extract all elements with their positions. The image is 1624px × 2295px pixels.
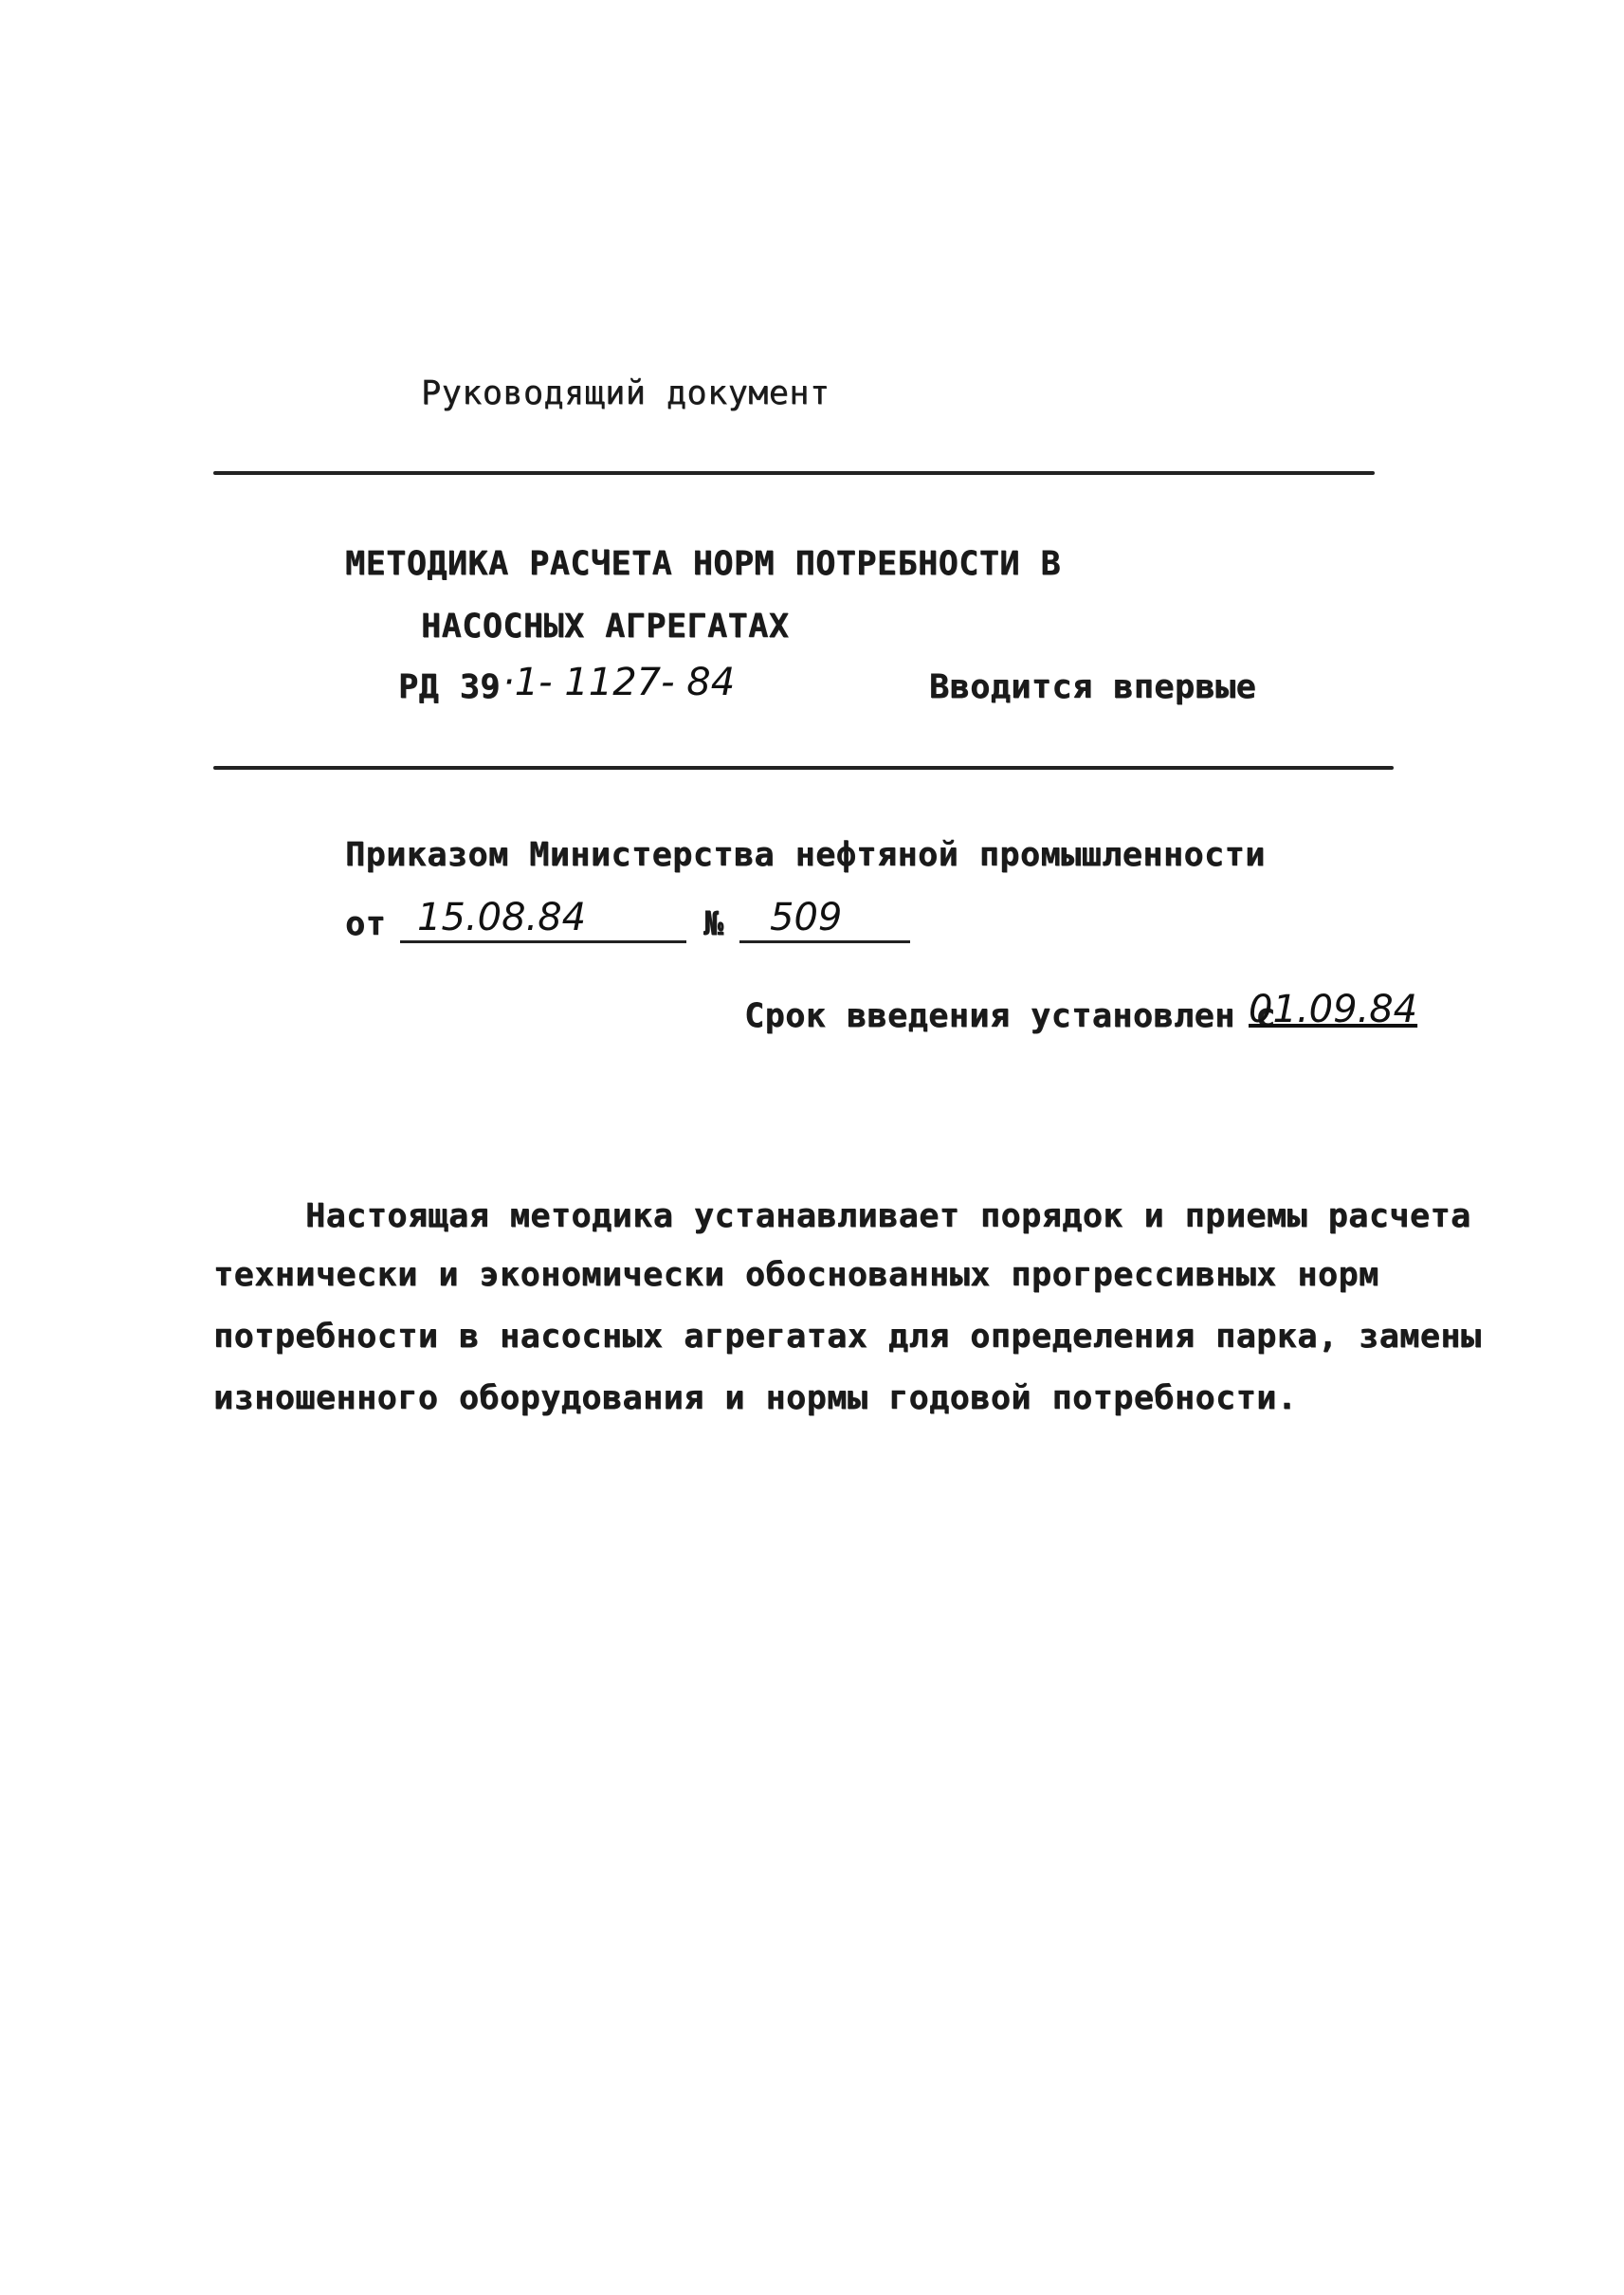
intro-paragraph-line4: изношенного оборудования и нормы годовой потребности. xyxy=(213,1379,1298,1417)
intro-paragraph-line2: технически и экономически обоснованных прогрессивных норм xyxy=(213,1256,1379,1294)
document-type-label: Руководящий документ xyxy=(421,374,830,412)
effective-date-handwritten: 01.09.84 xyxy=(1249,988,1418,1031)
document-code-prefix: РД 39 xyxy=(398,668,501,706)
order-date-handwritten: 15.08.84 xyxy=(417,896,587,939)
order-number-label: № xyxy=(703,905,724,943)
effective-date-label: Срок введения установлен с xyxy=(744,997,1276,1035)
middle-divider xyxy=(213,766,1394,770)
top-divider xyxy=(213,471,1375,475)
intro-paragraph-line3: потребности в насосных агрегатах для определения парка, замены xyxy=(213,1318,1482,1356)
order-number-underline xyxy=(739,940,910,943)
order-date-underline xyxy=(400,940,686,943)
intro-paragraph-line1: Настоящая методика устанавливает порядок и приемы расчета xyxy=(305,1197,1471,1235)
order-number-handwritten: 509 xyxy=(770,896,843,939)
introduced-first-time-note: Вводится впервые xyxy=(929,668,1257,706)
document-title-line2: НАСОСНЫХ АГРЕГАТАХ xyxy=(421,608,790,646)
document-title-line1: МЕТОДИКА РАСЧЕТА НОРМ ПОТРЕБНОСТИ В xyxy=(345,545,1062,583)
document-code-handwritten: ·1- 1127- 84 xyxy=(502,661,736,704)
order-date-label: от xyxy=(345,905,387,943)
order-authority: Приказом Министерства нефтяной промышленности xyxy=(345,836,1266,874)
